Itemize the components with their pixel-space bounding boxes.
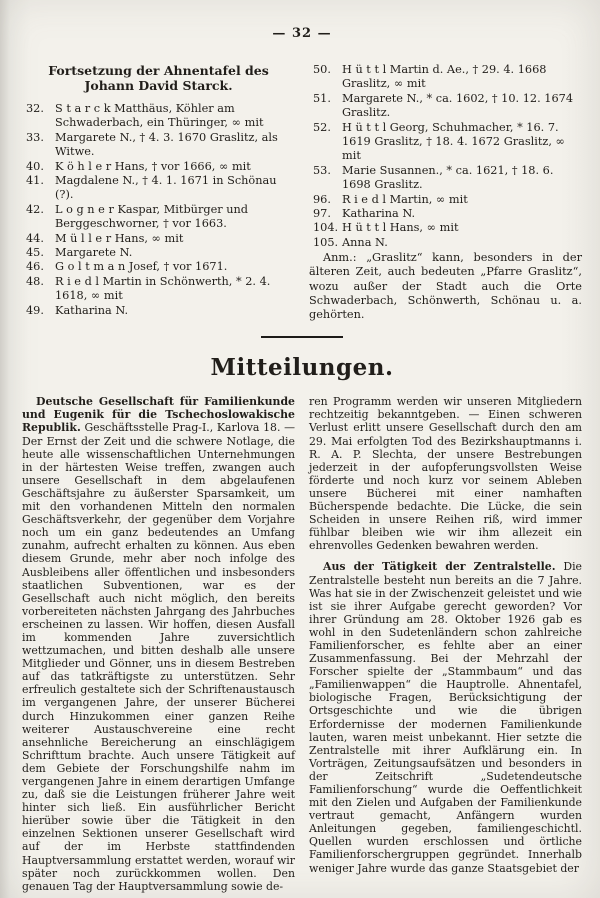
entry-number: 53. — [313, 163, 331, 177]
paragraph-text: Die Zentralstelle besteht nun bereits an die 7 Jahre. Was hat sie in der Zwischenzeit geleistet und wie ist sie ihrer Aufgabe gerecht geworden? Vor ihrer Gründung am 28. Oktober 1926 gab es wohl in den Sudetenländern schon zahlreiche Familienforscher, es fehlte aber an einer Zusammenfassung. Bei der Mehrzahl der Forscher spielte der „Stammbaum“ und das „Familienwappen“ die Hauptrolle. Ahnentafel, biologische Fragen, Berücksichtigung der Ortsgeschichte und wie die übrigen Erfordernisse der modernen Familienkunde lauten, waren meist unbekannt. Hier setzte die Zentralstelle mit ihrer Aufklärung ein. In Vorträgen, Zeitungsaufsätzen und besonders in der Zeitschrift „Sudetendeutsche Familienforschung“ wurde die Oeffentlichkeit mit den Zielen und Aufgaben der Familienkunde vertraut gemacht, Anfängern wurden Anleitungen gegeben, familiengeschichtl. Quellen wurden erschlossen und örtliche Familienforschergruppen gegründet. Innerhalb weniger Jahre wurde das ganze Staatsgebiet der — [309, 560, 582, 875]
entry-text: L o g n e r Kaspar, Mitbürger und Berggeschworner, † vor 1663. — [55, 202, 249, 231]
entry-number: 96. — [313, 192, 331, 206]
paragraph-gesellschaft — [22, 395, 295, 893]
entry-text: Anna N. — [342, 235, 388, 249]
ahnentafel-entry — [22, 160, 295, 174]
ahnentafel-entry — [22, 174, 295, 203]
ahnentafel-entry — [22, 102, 295, 131]
ahnentafel-heading: Fortsetzung der Ahnentafel des Johann David Starck. — [48, 63, 269, 93]
entry-text: Katharina N. — [342, 207, 416, 221]
entry-text: Katharina N. — [55, 303, 129, 317]
entry-number: 104. — [313, 221, 339, 235]
paragraph-continuation: ren Programm werden wir unseren Mitgliedern rechtzeitig bekanntgeben. — Einen schweren Verlust erlitt unsere Gesellschaft durch den am 29. Mai erfolgten Tod des Bezirkshauptmanns i. R. A. P. Slechta, der unsere Bestrebungen jederzeit in der aufopferungsvollsten Weise förderte und noch kurz vor seinem Ableben unsere Bücherei mit einer namhaften Bücherspende bedachte. Die Lücke, die sein Scheiden in unsere Reihen riß, wird immer fühlbar bleiben wie wir ihm allezeit ein ehrenvolles Gedenken bewahren werden. — [309, 395, 582, 553]
entry-text: H ü t t l Georg, Schuhmacher, * 16. 7. 1619 Graslitz, † 18. 4. 1672 Graslitz, ∞ mit — [342, 120, 565, 163]
entry-number: 41. — [26, 174, 44, 188]
paragraph-zentralstelle — [309, 560, 582, 874]
entry-text: G o l t m a n Josef, † vor 1671. — [55, 260, 228, 274]
entry-text: R i e d l Martin in Schönwerth, * 2. 4. 1618, ∞ mit — [55, 274, 271, 303]
entry-number: 97. — [313, 207, 331, 221]
entry-text: K ö h l e r Hans, † vor 1666, ∞ mit — [55, 159, 251, 173]
entry-number: 42. — [26, 202, 44, 216]
section-divider — [261, 336, 343, 338]
ahnentafel-entry — [309, 193, 582, 207]
paragraph-text: Geschäftsstelle Prag-I., Karlova 18. — Der Ernst der Zeit und die schwere Notlage, die heute alle wissenschaftlichen Unternehmungen in der härtesten Weise treffen, zwangen auch unsere Gesellschaft in dem abgelaufenen Geschäftsjahre zu äußerster Sparsamkeit, um mit den vorhandenen Mitteln den normalen Geschäftsverkehr, der gegenüber dem Vorjahre noch um ein ganz bedeutendes an Umfang zunahm, aufrecht erhalten zu können. Aus eben diesem Grunde, mehr aber noch infolge des Ausbleibens aller öffentlichen und insbesonders staatlichen Subventionen, war es der Gesellschaft auch nicht möglich, den bereits vorbereiteten nächsten Jahrgang des Jahrbuches erscheinen zu lassen. Wir hoffen, diesen Ausfall im kommenden Jahre zuversichtlich wettzumachen, und bitten deshalb alle unsere Mitglieder und Gönner, uns in diesem Bestreben auf das tatkräftigste zu unterstützen. Sehr erfreulich gestaltete sich der Schriftenaustausch im vergangenen Jahre, der unserer Bücherei durch Hinzukommen einer ganzen Reihe weiterer Austauschvereine eine recht ansehnliche Bereicherung an einschlägigem Schrifttum brachte. Auch unsere Tätigkeit auf dem Gebiete der Forschungshilfe nahm im vergangenen Jahre in einem derartigen Umfange zu, daß sie die Leistungen früherer Jahre weit hinter sich ließ. Ein ausführlicher Bericht hierüber sowie über die Tätigkeit in den einzelnen Sektionen unserer Gesellschaft wird auf der im Herbste stattfindenden Hauptversammlung erstattet werden, worauf wir später noch zurückkommen wollen. Den genauen Tag der Hauptversammlung sowie de- — [22, 421, 295, 893]
entry-text: S t a r c k Matthäus, Köhler am Schwaderbach, ein Thüringer, ∞ mit — [55, 102, 264, 130]
entry-text: Margarete N., † 4. 3. 1670 Graslitz, als Witwe. — [55, 130, 278, 159]
entry-text: Margarete N. — [55, 246, 133, 260]
entry-number: 32. — [26, 102, 44, 115]
ahnentafel-entry — [22, 232, 295, 246]
entry-text: R i e d l Martin, ∞ mit — [342, 192, 468, 206]
ahnentafel-left-column — [22, 63, 295, 322]
ahnentafel-entry — [22, 275, 295, 304]
ahnentafel-section — [22, 63, 582, 322]
entry-number: 40. — [26, 159, 44, 173]
entry-number: 46. — [26, 260, 44, 274]
entry-text: H ü t t l Martin d. Ae., † 29. 4. 1668 Graslitz, ∞ mit — [342, 63, 547, 91]
entry-text: Magdalene N., † 4. 1. 1671 in Schönau (?). — [55, 174, 277, 202]
ahnentafel-left-entries — [22, 102, 295, 318]
entry-number: 33. — [26, 130, 44, 144]
entry-number: 105. — [313, 235, 339, 249]
mitteilungen-left-column — [22, 395, 295, 893]
ahnentafel-entry — [309, 164, 582, 193]
ahnentafel-entry — [309, 207, 582, 221]
entry-number: 50. — [313, 63, 331, 76]
page-number: — 32 — — [272, 26, 332, 41]
mitteilungen-heading: Mitteilungen. — [210, 354, 394, 382]
ahnentafel-entry — [309, 63, 582, 92]
ahnentafel-entry — [22, 246, 295, 260]
ahnentafel-right-entries — [309, 63, 582, 250]
paragraph-lead: Aus der Tätigkeit der Zentralstelle. — [323, 560, 556, 574]
ahnentafel-entry — [22, 260, 295, 274]
entry-text: M ü l l e r Hans, ∞ mit — [55, 231, 184, 245]
entry-number: 45. — [26, 246, 44, 260]
ahnentafel-entry — [309, 236, 582, 250]
ahnentafel-entry — [309, 92, 582, 121]
graslitz-note: Anm.: „Graslitz“ kann, besonders in der älteren Zeit, auch bedeuten „Pfarre Graslitz“, wozu außer der Stadt auch die Orte Schwaderbach, Schönwerth, Schönau u. a. gehörten. — [309, 251, 582, 322]
ahnentafel-entry — [22, 131, 295, 160]
entry-number: 48. — [26, 274, 44, 288]
entry-number: 51. — [313, 91, 331, 105]
entry-number: 44. — [26, 231, 44, 245]
paragraph-lead: Deutsche Gesellschaft für Familienkunde und Eugenik für die Tschechoslowakische Republik. — [22, 395, 295, 435]
ahnentafel-entry — [22, 304, 295, 318]
ahnentafel-entry — [309, 221, 582, 235]
mitteilungen-right-column — [309, 395, 582, 893]
entry-number: 49. — [26, 303, 44, 317]
entry-text: H ü t t l Hans, ∞ mit — [342, 221, 459, 235]
entry-number: 52. — [313, 120, 331, 134]
ahnentafel-right-column — [309, 63, 582, 322]
entry-text: Marie Susannen., * ca. 1621, † 18. 6. 1698 Graslitz. — [342, 163, 554, 192]
mitteilungen-body — [22, 395, 582, 893]
entry-text: Margarete N., * ca. 1602, † 10. 12. 1674 Graslitz. — [342, 91, 574, 120]
ahnentafel-entry — [309, 121, 582, 164]
ahnentafel-entry — [22, 203, 295, 232]
